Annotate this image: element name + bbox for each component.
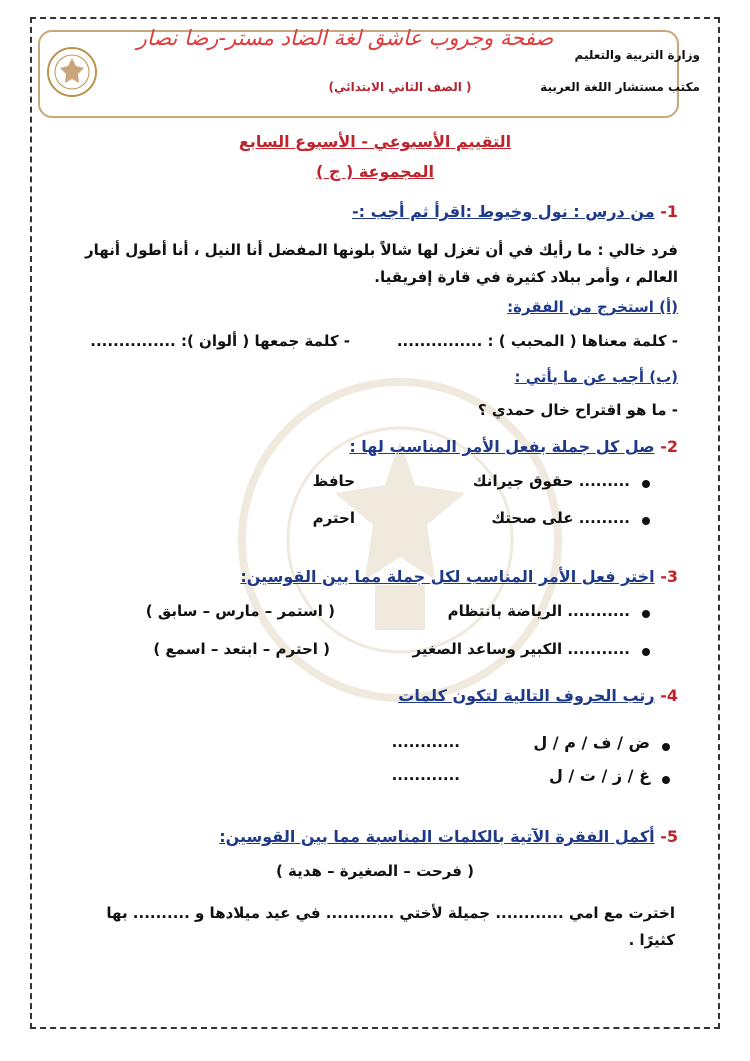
q3-sentence-1: ........... الرياضة بانتظام xyxy=(447,602,630,620)
q1-part-b-label: (ب) أجب عن ما يأتي : xyxy=(514,368,678,386)
q1-paragraph: فرد خالي : ما رأيك في أن تغزل لها شالاً بلونها المفضل أنا النيل ، أنا أطول أنهار العالم ، وأمر ببلاد كثيرة في قارة إفريقيا. xyxy=(85,241,678,286)
q3-choices-1: ( استمر – مارس – سابق ) xyxy=(145,602,335,620)
q4-heading xyxy=(398,686,678,705)
q5-paragraph: اخترت مع امي ............ جميلة لأختي ............ في عيد ميلادها و .......... بها كثيرًا . xyxy=(106,904,675,949)
q3-label: اختر فعل الأمر المناسب لكل جملة مما بين القوسين: xyxy=(240,567,655,586)
q1-label: من درس : نول وخيوط :اقرأ ثم أجب :- xyxy=(351,202,655,221)
q1-number: 1- xyxy=(660,202,678,221)
q4-answer-1: ............ xyxy=(391,733,460,751)
q3-bullet-1 xyxy=(642,610,650,618)
q2-sentence-2: ......... على صحتك xyxy=(491,509,630,527)
q4-label: رتب الحروف التالية لتكون كلمات xyxy=(398,686,655,705)
grade-label: ( الصف الثاني الابتدائي) xyxy=(328,80,472,94)
q4-letters-2: غ / ز / ت / ل xyxy=(548,766,650,785)
office-name: مكتب مستشار اللغة العربية xyxy=(540,80,700,94)
q3-number: 3- xyxy=(660,567,678,586)
ministry-name: وزارة التربية والتعليم xyxy=(574,48,700,62)
q1-part-b-item: - ما هو اقتراح خال حمدي ؟ xyxy=(477,401,678,419)
q1-part-a-item-2: - كلمة جمعها ( ألوان ): ............... xyxy=(90,332,350,350)
q4-bullet-2 xyxy=(662,776,670,784)
q2-bullet-1 xyxy=(642,480,650,488)
site-banner: صفحة وجروب عاشق لغة الضاد مستر-رضا نصار xyxy=(136,26,554,50)
q5-number: 5- xyxy=(660,827,678,846)
q1-heading xyxy=(352,202,678,221)
page-title: التقييم الأسبوعي - الأسبوع السابع xyxy=(238,132,512,151)
q2-verb-1: حافظ xyxy=(312,472,355,490)
q5-choices: ( فرحت – الصغيرة – هدية ) xyxy=(275,862,474,880)
q3-bullet-2 xyxy=(642,648,650,656)
q2-verb-2: احترم xyxy=(312,509,355,527)
group-label: المجموعة ( ج ) xyxy=(315,162,434,181)
q5-heading xyxy=(219,827,678,846)
q2-bullet-2 xyxy=(642,517,650,525)
ministry-seal-icon xyxy=(46,46,98,98)
q2-sentence-1: ......... حقوق جيرانك xyxy=(472,472,630,490)
q2-heading xyxy=(349,437,678,456)
q4-answer-2: ............ xyxy=(391,766,460,784)
q4-bullet-1 xyxy=(662,743,670,751)
q4-number: 4- xyxy=(660,686,678,705)
q3-heading xyxy=(240,567,678,586)
q1-part-a-label: (أ) استخرج من الفقرة: xyxy=(507,298,678,316)
q3-choices-2: ( احترم – ابتعد – اسمع ) xyxy=(153,640,330,658)
q2-label: صل كل جملة بفعل الأمر المناسب لها : xyxy=(349,437,655,456)
q4-letters-1: ض / ف / م / ل xyxy=(533,733,650,752)
q2-number: 2- xyxy=(660,437,678,456)
q1-part-a-item-1: - كلمة معناها ( المحبب ) : ............... xyxy=(396,332,678,350)
q5-label: أكمل الفقرة الآتية بالكلمات المناسبة مما بين القوسين: xyxy=(219,827,655,846)
q3-sentence-2: ........... الكبير وساعد الصغير xyxy=(412,640,630,658)
